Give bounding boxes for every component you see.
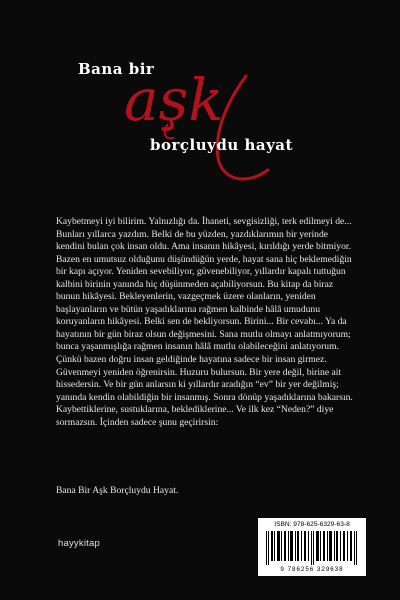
closing-line: Bana Bir Aşk Borçluydu Hayat.: [56, 485, 179, 496]
blurb-paragraph: Kaybetmeyi iyi bilirim. Yalnızlığı da. İhaneti, sevgisizliği, terk edilmeyi de... Bunları yıllarca yazdım. Belki de bu yüzden, yazdıklarımın bir yerinde kendini bulan çok insan oldu. Ama insanın hikâyesi, kırıldığı yerde bitmiyor. Bazen en umutsuz olduğunu düşündüğün yerde, hayat sana hiç beklemediğin bir kapı açıyor. Yeniden sevebiliyor, güvenebiliyor, yıllardır kapalı tuttuğun kalbini birinin yanında hiç düşünmeden açabiliyorsun. Bu kitap da biraz bunun hikâyesi. Bekleyenlerin, vazgeçmek üzere olanların, yeniden başlayanların ve bütün yaşadıklarına rağmen kalbinde hâlâ umudunu koruyanların hikâyesi. Belki sen de bekliyorsun. Birini... Bir cevabı... Ya da hayatının bir gün biraz olsun değişmesini. Sana mutlu olmayı anlatmıyorum; bunca yaşanmışlığa rağmen insanın hâlâ mutlu olabileceğini anlatıyorum. Çünkü bazen doğru insan geldiğinde hayatına sadece bir insan girmez. Güvenmeyi yeniden öğrenirsin. Huzuru bulursun. Bir yere değil, birine ait hissedersin. Ve bir gün anlarsın ki yıllardır aradığın “ev” bir yer değilmiş; yanında kendin olabildiğin bir insanmış. Sonra dönüp yaşadıklarına bakarsın. Kaybettiklerine, sustuklarına, beklediklerine... Ve ilk kez “Neden?” diye sormazsın. İçinden sadece şunu geçirirsin:: [56, 216, 353, 428]
title-script-ask: [118, 58, 308, 198]
title-line-1: Bana bir: [78, 60, 155, 78]
barcode-icon: [266, 531, 358, 565]
isbn-label: ISBN: 978-625-6329-63-8: [274, 521, 350, 528]
barcode-digits: 9 786256 329638: [280, 566, 344, 573]
barcode-panel: [258, 518, 366, 576]
title-line-2: borçluydu hayat: [150, 136, 293, 154]
publisher-logo: hayykitap: [58, 538, 100, 549]
title-script-text: aşk: [124, 66, 224, 134]
